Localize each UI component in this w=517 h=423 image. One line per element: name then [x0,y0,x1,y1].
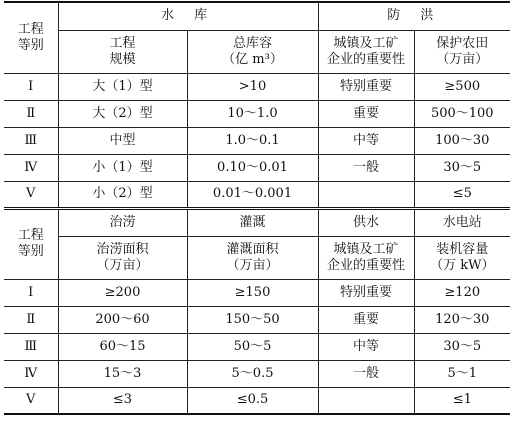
grade-cell: Ⅰ [4,279,58,306]
grade-cell: Ⅳ [4,154,58,181]
irrigation-sub-line2: （万亩） [226,257,279,273]
drainage-cell: ≥200 [58,279,187,306]
scale-cell: 小（1）型 [58,154,187,181]
farmland-cell: ≥500 [414,73,510,100]
irrigation-cell: 5～0.5 [187,360,318,387]
irrigation-sub-line1: 灌溉面积 [226,241,279,257]
drainage-cell: 60～15 [58,333,187,360]
drainage-cell: 200～60 [58,306,187,333]
supply-sub-line1: 城镇及工矿 [333,241,399,257]
farmland-cell: ≤5 [414,181,510,208]
capacity-cell: >10 [187,73,318,100]
flood-control-header: 防 洪 [318,2,510,30]
irrigation-cell: 150～50 [187,306,318,333]
hydro-sub-line1: 装机容量 [436,241,489,257]
importance-cell: 中等 [318,127,414,154]
scale-cell: 小（2）型 [58,181,187,208]
table-row [4,181,510,208]
grade-cell: Ⅲ [4,333,58,360]
irrigation-header: 灌溉 [187,208,318,236]
city-importance-header [318,30,414,73]
supply-cell: 重要 [318,306,414,333]
farmland-cell: 30～5 [414,154,510,181]
scale-header-line2: 规模 [109,51,136,67]
irrigation-area-header [187,236,318,279]
table-row [4,360,510,387]
hydro-cell: ≥120 [414,279,510,306]
scale-header-line1: 工程 [109,35,136,51]
table-row [4,387,510,414]
grade-cell: Ⅴ [4,181,58,208]
scale-cell: 中型 [58,127,187,154]
scale-cell: 大（1）型 [58,73,187,100]
grade-header-line2: 等别 [17,244,44,259]
grade-header-line2: 等别 [17,37,44,53]
grade-cell: Ⅲ [4,127,58,154]
table-row [4,279,510,306]
supply-cell: 一般 [318,360,414,387]
capacity-header [187,30,318,73]
engineering-grade-table [4,1,510,415]
hydro-cell: 120～30 [414,306,510,333]
farmland-header-line2: （万亩） [436,51,489,67]
capacity-header-line1: 总库容 [233,35,273,51]
table-row [4,73,510,100]
grade-cell: Ⅱ [4,100,58,127]
importance-cell: 重要 [318,100,414,127]
farmland-header [414,30,510,73]
drainage-sub-line1: 治涝面积 [96,241,149,257]
hydro-cell: ≤1 [414,387,510,414]
grade-header [4,208,58,279]
irrigation-cell: 50～5 [187,333,318,360]
importance-cell: 特别重要 [318,73,414,100]
table-row [4,154,510,181]
grade-cell: Ⅳ [4,360,58,387]
drainage-cell: 15～3 [58,360,187,387]
drainage-header: 治涝 [58,208,187,236]
hydro-sub-line2: （万 kW） [430,257,495,273]
capacity-cell: 0.10～0.01 [187,154,318,181]
grade-cell: Ⅰ [4,73,58,100]
capacity-cell: 1.0～0.1 [187,127,318,154]
farmland-header-line1: 保护农田 [436,35,489,51]
farmland-cell: 500～100 [414,100,510,127]
grade-cell: Ⅱ [4,306,58,333]
reservoir-header: 水 库 [58,2,318,30]
city-header-line2: 企业的重要性 [327,51,406,67]
grade-cell: Ⅴ [4,387,58,414]
hydro-cell: 30～5 [414,333,510,360]
table-row [4,100,510,127]
drainage-cell: ≤3 [58,387,187,414]
capacity-cell: 10～1.0 [187,100,318,127]
table-row [4,306,510,333]
table-row [4,333,510,360]
grade-header-line1: 工程 [17,228,44,243]
capacity-cell: 0.01～0.001 [187,181,318,208]
supply-cell: 特别重要 [318,279,414,306]
supply-sub-line2: 企业的重要性 [327,257,406,273]
scale-cell: 大（2）型 [58,100,187,127]
hydro-cell: 5～1 [414,360,510,387]
farmland-cell: 100～30 [414,127,510,154]
installed-capacity-header [414,236,510,279]
supply-cell [318,387,414,414]
irrigation-cell: ≥150 [187,279,318,306]
supply-importance-header [318,236,414,279]
water-supply-header: 供水 [318,208,414,236]
scale-header [58,30,187,73]
grade-header-line1: 工程 [17,21,44,37]
drainage-sub-line2: （万亩） [96,257,149,273]
hydropower-header: 水电站 [414,208,510,236]
drainage-area-header [58,236,187,279]
capacity-header-line2: （亿 m³） [222,51,283,67]
importance-cell: 一般 [318,154,414,181]
table-row [4,127,510,154]
supply-cell: 中等 [318,333,414,360]
irrigation-cell: ≤0.5 [187,387,318,414]
importance-cell [318,181,414,208]
city-header-line1: 城镇及工矿 [333,35,399,51]
grade-header [4,2,58,73]
